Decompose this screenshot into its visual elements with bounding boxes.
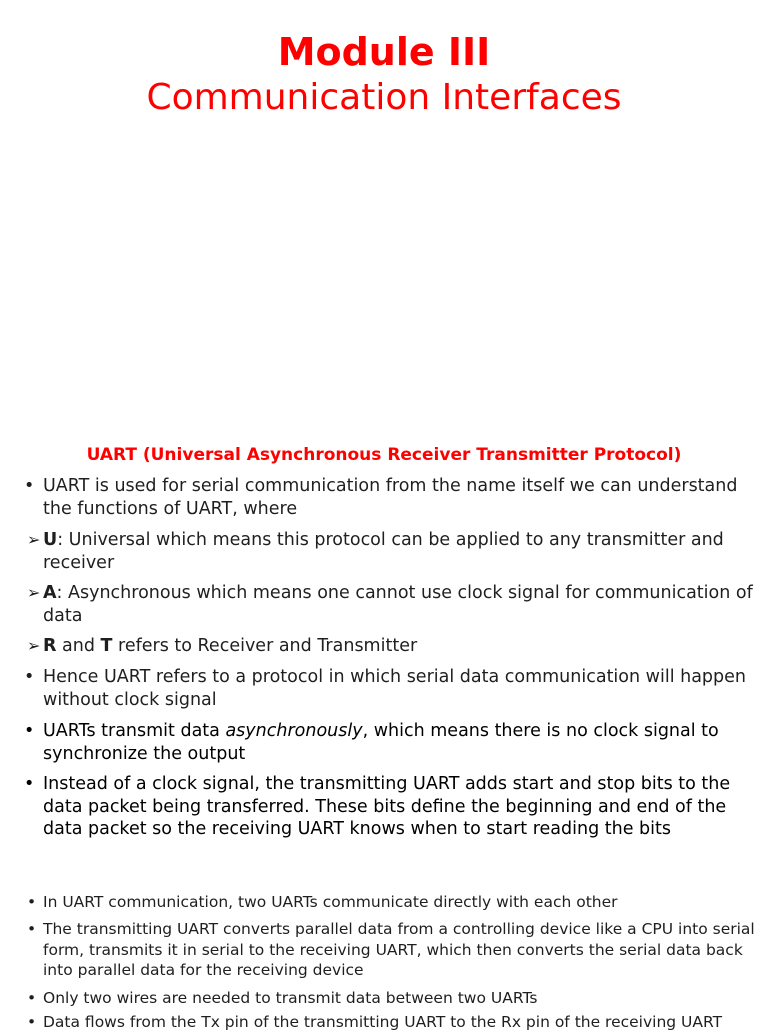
arrow-item-text: : Universal which means this protocol can be applied to any transmitter and receiver xyxy=(43,530,724,573)
bullet-uart-serial xyxy=(24,475,755,520)
arrow-item-receiver-transmitter xyxy=(27,635,755,658)
bullet-text: Hence UART refers to a protocol in which serial data communication will happen without clock signal xyxy=(43,667,747,710)
arrow-item-asynchronous xyxy=(27,582,755,627)
bullet-parallel-serial-conversion xyxy=(27,919,755,981)
bullet-text: UART is used for serial communication from the name itself we can understand the functions of UART, where xyxy=(43,476,738,519)
uart-heading: UART (Universal Asynchronous Receiver Transmitter Protocol) xyxy=(86,445,682,465)
bullet-dot-icon: • xyxy=(24,667,35,687)
arrow-bullet-icon: ➢ xyxy=(27,583,41,602)
letter-r: R xyxy=(43,636,57,656)
bullet-text: In UART communication, two UARTs communicate directly with each other xyxy=(43,893,618,911)
bullet-dot-icon: • xyxy=(24,476,35,496)
letter-a: A xyxy=(43,583,57,603)
and-word: and xyxy=(56,636,101,656)
bullet-two-wires xyxy=(27,988,755,1009)
bullet-text: Instead of a clock signal, the transmitting UART adds start and stop bits to the data packet being transferred. These bits define the beginning and end of the data packet so the receiving UART knows when to start reading the bits xyxy=(43,774,731,839)
bullet-text-pre: UARTs transmit data xyxy=(43,721,226,741)
arrow-bullet-icon: ➢ xyxy=(27,530,41,549)
module-title: Module III xyxy=(277,30,491,74)
bullet-direct-communication xyxy=(27,892,755,913)
bullet-dot-icon: • xyxy=(24,721,35,741)
bullet-tx-rx-flow xyxy=(27,1012,755,1033)
arrow-item-text: : Asynchronous which means one cannot use clock signal for communication of data xyxy=(43,583,753,626)
bullet-text: The transmitting UART converts parallel data from a controlling device like a CPU into serial form, transmits it in serial to the receiving UART, which then converts the serial data back into parallel data for the receiving device xyxy=(43,920,755,979)
bullet-dot-icon: • xyxy=(27,893,37,911)
bullet-text: Data flows from the Tx pin of the transmitting UART to the Rx pin of the receiving UART xyxy=(43,1013,723,1031)
bullet-text: Only two wires are needed to transmit data between two UARTs xyxy=(43,989,538,1007)
bullet-dot-icon: • xyxy=(27,1013,37,1031)
slide-title xyxy=(0,30,768,122)
arrow-item-text: refers to Receiver and Transmitter xyxy=(112,636,418,656)
module-subtitle: Communication Interfaces xyxy=(146,77,622,118)
bullet-dot-icon: • xyxy=(27,989,37,1007)
arrow-bullet-icon: ➢ xyxy=(27,636,41,655)
bullet-dot-icon: • xyxy=(27,920,37,938)
letter-u: U xyxy=(43,530,58,550)
bullet-asynchronous-transmit xyxy=(24,720,755,765)
bullet-dot-icon: • xyxy=(24,774,35,794)
arrow-item-universal xyxy=(27,529,755,574)
bullet-text-post: , which means there is no clock signal to synchronize the output xyxy=(43,721,719,764)
letter-t: T xyxy=(100,636,113,656)
emphasis-asynchronously: asynchronously xyxy=(225,721,363,741)
bullet-uart-definition xyxy=(24,666,755,711)
bullet-start-stop-bits xyxy=(24,773,755,841)
